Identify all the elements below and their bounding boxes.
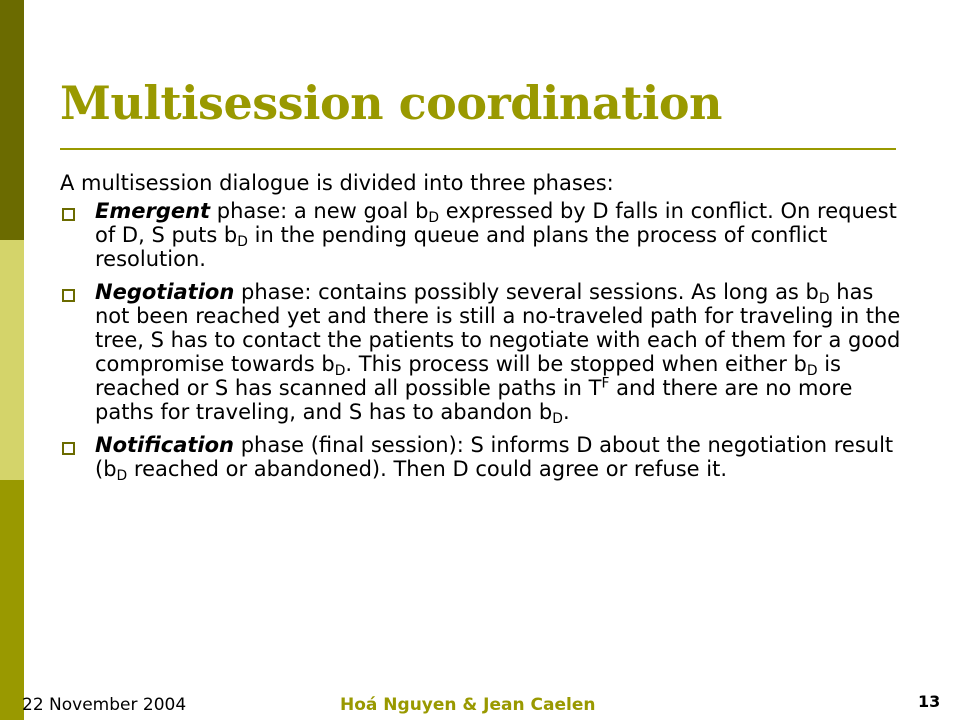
term-negotiation: Negotiation bbox=[95, 280, 235, 304]
footer-authors: Hoá Nguyen & Jean Caelen bbox=[340, 695, 596, 715]
title-divider bbox=[60, 148, 896, 150]
term-notification: Notification bbox=[95, 433, 235, 457]
decor-bar-middle bbox=[0, 240, 24, 480]
bullet-negotiation: Negotiation phase: contains possibly several sessions. As long as $b_D$ has not been reached yet and there is still a no-traveled path for traveling in the tree, S has to contact the patients to negotiate with each of them for a good compromise towards $b_D$. This process will be stopped when either $b_D$ is reached or S has scanned all possible paths in $T^F$ and there are no more paths for traveling, and S has to abandon $b_D$. bbox=[60, 280, 906, 424]
bullet-notification: Notification phase (final session): S informs D about the negotiation result ($b_D$ reached or abandoned). Then D could agree or refuse it. bbox=[60, 433, 906, 481]
footer-date: 22 November 2004 bbox=[22, 695, 187, 715]
slide-body bbox=[60, 171, 906, 490]
decor-bar-bottom bbox=[0, 480, 24, 720]
intro-text: A multisession dialogue is divided into three phases: bbox=[60, 171, 614, 195]
square-bullet-icon bbox=[62, 289, 75, 302]
bullet-emergent: Emergent phase: a new goal $b_D$ expressed by D falls in conflict. On request of D, S puts $b_D$ in the pending queue and plans the process of conflict resolution. bbox=[60, 199, 906, 271]
page-number: 13 bbox=[918, 692, 941, 711]
square-bullet-icon bbox=[62, 208, 75, 221]
slide-title: Multisession coordination bbox=[60, 76, 722, 130]
decor-bar-top bbox=[0, 0, 24, 240]
term-emergent: Emergent bbox=[95, 199, 211, 223]
square-bullet-icon bbox=[62, 442, 75, 455]
phase-list bbox=[60, 199, 906, 485]
